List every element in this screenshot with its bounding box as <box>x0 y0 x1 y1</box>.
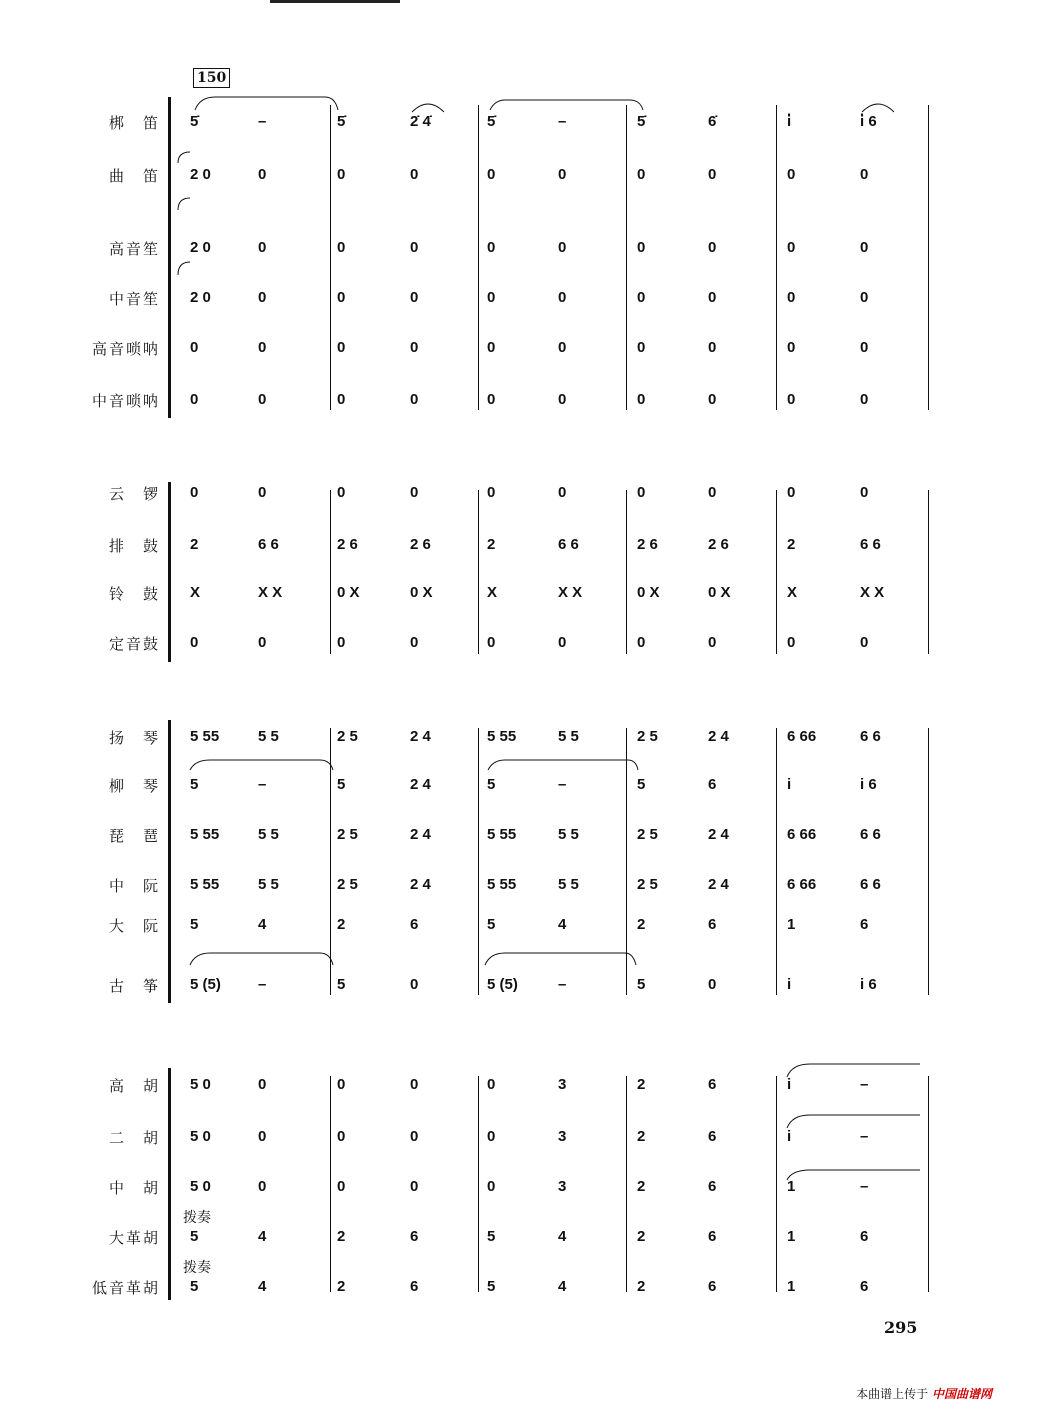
note-group: 6 <box>410 916 419 933</box>
note-group: 0 <box>637 634 646 651</box>
note-group: 2 0 <box>190 239 211 256</box>
note-group: 5 (5) <box>190 976 221 993</box>
note-group: 5 <box>487 1228 496 1245</box>
note-group: 5 (5) <box>487 976 518 993</box>
note-group: 2 4 <box>410 876 431 893</box>
note-group: i 6 <box>860 976 877 993</box>
note-group: 2 <box>637 1278 646 1295</box>
slur <box>787 1064 920 1077</box>
note-group: 5 <box>190 776 199 793</box>
note-group: 2̇ 4̇ <box>410 113 431 130</box>
note-group: 1 <box>787 1178 796 1195</box>
instrument-name: 云 锣 <box>108 485 160 503</box>
note-group: 0 <box>787 239 796 256</box>
instrument-name: 排 鼓 <box>108 537 160 555</box>
note-group: i <box>787 976 792 993</box>
note-group: 2 5 <box>637 728 658 745</box>
slur <box>195 97 338 110</box>
note-group: 5 5 <box>258 876 279 893</box>
note-group: i̇ <box>787 113 792 130</box>
note-group: 0 <box>860 484 869 501</box>
note-group: 0 <box>558 289 567 306</box>
note-group: 2 5 <box>337 826 358 843</box>
note-group: i <box>787 1128 792 1145</box>
note-group: 0 <box>860 166 869 183</box>
instrument-name: 中音笙 <box>108 290 160 308</box>
note-group: 0 X <box>637 584 660 601</box>
note-group: – <box>558 776 567 793</box>
note-group: 0 <box>860 634 869 651</box>
note-group: 5 0 <box>190 1076 211 1093</box>
instrument-name: 高音笙 <box>108 240 160 258</box>
note-group: 2 <box>637 1228 646 1245</box>
note-group: 0 <box>190 484 199 501</box>
note-group: 2 <box>337 1228 346 1245</box>
note-group: 0 <box>258 239 267 256</box>
note-group: 0 <box>708 289 717 306</box>
note-group: 0 <box>337 339 346 356</box>
note-group: 2 <box>637 1076 646 1093</box>
note-group: 0 <box>258 634 267 651</box>
slur <box>178 262 190 275</box>
note-group: 2 <box>190 536 199 553</box>
note-group: 0 <box>258 166 267 183</box>
note-group: 2 5 <box>337 728 358 745</box>
instrument-name: 曲 笛 <box>108 167 160 185</box>
instrument-name: 低音革胡 <box>91 1279 160 1297</box>
note-group: 0 <box>337 1076 346 1093</box>
note-group: 0 X <box>708 584 731 601</box>
note-group: 5 5 <box>558 826 579 843</box>
note-group: 5̇ <box>487 113 496 130</box>
instrument-name: 梆 笛 <box>108 114 160 132</box>
note-group: 2 6 <box>337 536 358 553</box>
note-group: 6 <box>708 1076 717 1093</box>
instrument-name: 二 胡 <box>108 1129 160 1147</box>
note-group: 5 <box>487 1278 496 1295</box>
note-group: 0 <box>410 339 419 356</box>
note-group: 2 6 <box>637 536 658 553</box>
note-group: 0 <box>860 239 869 256</box>
note-group: 2 5 <box>637 876 658 893</box>
note-group: 5 55 <box>487 876 517 893</box>
note-group: 0 <box>487 339 496 356</box>
note-group: – <box>258 776 267 793</box>
note-group: 0 <box>258 1076 267 1093</box>
note-group: X <box>190 584 201 601</box>
note-group: 6 6 <box>860 728 881 745</box>
note-group: 0 <box>337 289 346 306</box>
note-group: 6 66 <box>787 826 817 843</box>
note-group: i̇ 6 <box>860 113 877 130</box>
note-group: 5 <box>190 1228 199 1245</box>
note-group: 5 <box>637 776 646 793</box>
note-group: 0 <box>637 239 646 256</box>
note-group: 2 <box>337 1278 346 1295</box>
note-group: 0 <box>637 289 646 306</box>
note-group: 1 <box>787 916 796 933</box>
note-group: 0 <box>487 289 496 306</box>
note-group: 6 <box>410 1228 419 1245</box>
note-group: 3 <box>558 1178 567 1195</box>
note-group: 4 <box>258 1278 267 1295</box>
note-group: 6 6 <box>558 536 579 553</box>
note-group: 6 <box>860 1278 869 1295</box>
note-group: X X <box>860 584 885 601</box>
note-group: 0 <box>708 239 717 256</box>
note-group: 0 <box>637 166 646 183</box>
slur <box>190 953 333 965</box>
performance-annotation: 拨奏 <box>183 1210 211 1226</box>
instrument-name: 琵 琶 <box>108 827 160 845</box>
note-group: 0 <box>558 391 567 408</box>
note-group: 0 <box>787 391 796 408</box>
instrument-name: 大 阮 <box>108 917 160 935</box>
note-group: – <box>860 1076 869 1093</box>
note-group: 0 <box>558 484 567 501</box>
note-group: 0 <box>637 391 646 408</box>
note-group: 5 55 <box>190 826 220 843</box>
note-group: 6 6 <box>860 876 881 893</box>
note-group: 0 <box>787 634 796 651</box>
note-group: 0 <box>258 289 267 306</box>
note-group: 0 <box>410 976 419 993</box>
note-group: 6 <box>860 1228 869 1245</box>
note-group: 0 <box>708 634 717 651</box>
footer-text: 本曲谱上传于 <box>856 1387 929 1401</box>
note-group: 2 4 <box>708 826 729 843</box>
note-group: 0 <box>558 634 567 651</box>
note-group: X <box>487 584 498 601</box>
note-group: 5 5 <box>558 876 579 893</box>
note-group: 5 5 <box>558 728 579 745</box>
slur <box>862 104 894 112</box>
note-group: 0 <box>190 391 199 408</box>
note-group: – <box>558 976 567 993</box>
note-group: 5 <box>637 976 646 993</box>
note-group: 0 <box>487 391 496 408</box>
note-group: 0 <box>337 391 346 408</box>
note-group: 0 <box>410 1076 419 1093</box>
note-group: 2 4 <box>708 876 729 893</box>
note-group: 2 5 <box>337 876 358 893</box>
note-group: 2 4 <box>410 826 431 843</box>
note-group: 0 <box>860 339 869 356</box>
note-group: – <box>860 1178 869 1195</box>
note-group: 2 4 <box>410 728 431 745</box>
note-group: 6 6 <box>860 826 881 843</box>
slur <box>490 100 643 110</box>
note-group: 2 <box>637 1128 646 1145</box>
note-group: 2 0 <box>190 166 211 183</box>
note-group: – <box>258 976 267 993</box>
note-group: 6 <box>708 776 717 793</box>
note-group: 0 <box>410 1128 419 1145</box>
note-group: 0 <box>258 1128 267 1145</box>
note-group: 0 <box>487 166 496 183</box>
note-group: 2 4 <box>410 776 431 793</box>
instrument-name: 定音鼓 <box>108 635 160 653</box>
note-group: i <box>787 1076 792 1093</box>
slur <box>190 760 333 770</box>
note-group: 0 X <box>337 584 360 601</box>
slur <box>787 1115 920 1128</box>
note-group: 3 <box>558 1128 567 1145</box>
note-group: 5 <box>487 916 496 933</box>
note-group: 0 <box>410 1178 419 1195</box>
note-group: i 6 <box>860 776 877 793</box>
note-group: 4 <box>258 1228 267 1245</box>
note-group: 0 <box>487 484 496 501</box>
note-group: 6 <box>410 1278 419 1295</box>
note-group: 0 <box>410 484 419 501</box>
note-group: 4 <box>558 1228 567 1245</box>
slur <box>412 104 444 112</box>
note-group: 0 <box>787 484 796 501</box>
note-group: 6 6 <box>258 536 279 553</box>
note-group: 6 <box>708 1228 717 1245</box>
note-group: 2 <box>637 916 646 933</box>
instrument-name: 扬 琴 <box>108 729 160 747</box>
note-group: 0 <box>190 339 199 356</box>
note-group: 0 <box>787 166 796 183</box>
slur <box>488 760 638 770</box>
note-group: 0 <box>337 484 346 501</box>
instrument-name: 高 胡 <box>108 1077 160 1095</box>
note-group: 2 4 <box>708 728 729 745</box>
note-group: 0 <box>708 166 717 183</box>
note-group: 5̇ <box>637 113 646 130</box>
note-group: 0 <box>860 391 869 408</box>
note-group: 6 <box>708 1128 717 1145</box>
performance-annotation: 拨奏 <box>183 1260 211 1276</box>
note-group: 4 <box>558 1278 567 1295</box>
note-group: 0 <box>860 289 869 306</box>
note-group: 0 <box>337 1178 346 1195</box>
note-group: 0 <box>558 166 567 183</box>
note-group: 0 <box>410 166 419 183</box>
note-group: 5 <box>487 776 496 793</box>
site-logo: 中国曲谱网 <box>931 1387 992 1401</box>
note-group: 0 <box>410 239 419 256</box>
note-group: i <box>787 776 792 793</box>
instrument-name: 中 胡 <box>108 1179 160 1197</box>
note-group: 6 <box>708 1178 717 1195</box>
note-group: 5 <box>337 776 346 793</box>
slur <box>178 152 190 163</box>
note-group: 0 <box>708 484 717 501</box>
note-group: 1 <box>787 1228 796 1245</box>
note-group: 5 55 <box>487 728 517 745</box>
note-group: 0 <box>337 1128 346 1145</box>
note-group: 0 <box>637 339 646 356</box>
note-group: 6 66 <box>787 876 817 893</box>
note-group: 2 6 <box>708 536 729 553</box>
page-number: 295 <box>884 1318 918 1337</box>
note-group: 0 <box>410 391 419 408</box>
note-group: 6̇ <box>708 113 717 130</box>
note-group: 6 66 <box>787 728 817 745</box>
note-group: 0 <box>337 239 346 256</box>
note-group: 2 6 <box>410 536 431 553</box>
note-group: 5 55 <box>190 728 220 745</box>
note-group: 5 <box>190 916 199 933</box>
note-group: X X <box>258 584 283 601</box>
note-group: 0 <box>787 289 796 306</box>
note-group: 0 <box>190 634 199 651</box>
note-group: 6 <box>708 1278 717 1295</box>
note-group: 5 <box>337 976 346 993</box>
instrument-name: 高音唢呐 <box>91 340 160 358</box>
note-group: – <box>558 113 567 130</box>
note-group: 2 5 <box>637 826 658 843</box>
note-group: 0 <box>258 391 267 408</box>
note-group: 2 <box>787 536 796 553</box>
note-group: 5 5 <box>258 826 279 843</box>
note-group: 0 <box>258 339 267 356</box>
note-group: – <box>860 1128 869 1145</box>
note-group: 0 X <box>410 584 433 601</box>
rehearsal-mark: 150 <box>193 68 230 88</box>
slur <box>178 198 190 210</box>
note-group: 1 <box>787 1278 796 1295</box>
note-group: 5 0 <box>190 1178 211 1195</box>
note-group: 0 <box>487 239 496 256</box>
note-group: 5 55 <box>190 876 220 893</box>
note-group: 0 <box>258 484 267 501</box>
note-group: 5̇ <box>190 113 199 130</box>
note-group: 0 <box>558 239 567 256</box>
note-group: 5 <box>190 1278 199 1295</box>
instrument-name: 铃 鼓 <box>108 585 160 603</box>
slur <box>787 1170 920 1180</box>
note-group: X <box>787 584 798 601</box>
note-group: 5 5 <box>258 728 279 745</box>
note-group: 4 <box>558 916 567 933</box>
note-group: 3 <box>558 1076 567 1093</box>
note-group: 0 <box>558 339 567 356</box>
note-group: 6 <box>708 916 717 933</box>
instrument-name: 中音唢呐 <box>91 392 160 410</box>
note-group: X X <box>558 584 583 601</box>
note-group: 0 <box>708 391 717 408</box>
note-group: 5̇ <box>337 113 346 130</box>
note-group: 0 <box>637 484 646 501</box>
note-group: 2 0 <box>190 289 211 306</box>
instrument-name: 中 阮 <box>108 877 160 895</box>
note-group: 2 <box>337 916 346 933</box>
note-group: 0 <box>487 1128 496 1145</box>
note-group: 6 <box>860 916 869 933</box>
note-group: 2 <box>487 536 496 553</box>
instrument-name: 古 筝 <box>108 977 160 995</box>
note-group: 5 0 <box>190 1128 211 1145</box>
note-group: 0 <box>487 1178 496 1195</box>
note-group: 0 <box>410 634 419 651</box>
note-group: 0 <box>708 339 717 356</box>
note-group: 0 <box>337 634 346 651</box>
note-group: 0 <box>487 1076 496 1093</box>
slur <box>485 953 636 965</box>
note-group: 0 <box>708 976 717 993</box>
instrument-name: 大革胡 <box>108 1229 160 1247</box>
instrument-name: 柳 琴 <box>108 777 160 795</box>
note-group: 0 <box>787 339 796 356</box>
note-group: 4 <box>258 916 267 933</box>
note-group: 0 <box>258 1178 267 1195</box>
note-group: 2 <box>637 1178 646 1195</box>
note-group: 0 <box>337 166 346 183</box>
note-group: 0 <box>487 634 496 651</box>
note-group: 0 <box>410 289 419 306</box>
note-group: 6 6 <box>860 536 881 553</box>
note-group: – <box>258 113 267 130</box>
note-group: 5 55 <box>487 826 517 843</box>
